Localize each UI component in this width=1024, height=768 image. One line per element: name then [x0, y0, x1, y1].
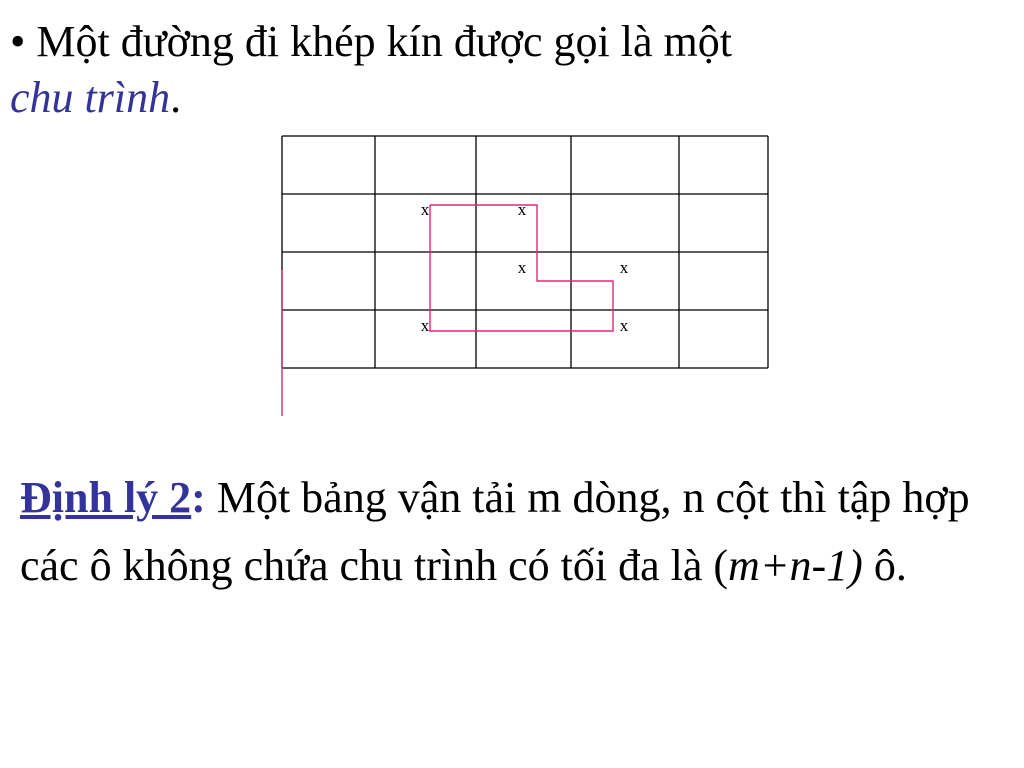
bullet-period: .	[170, 73, 182, 122]
theorem-colon: :	[191, 473, 206, 522]
cell-mark-x: x	[517, 200, 527, 219]
bullet-symbol: •	[10, 17, 26, 66]
table-grid-lines	[282, 136, 768, 368]
bullet-paragraph	[10, 14, 1000, 126]
theorem-paragraph	[20, 464, 1010, 600]
cell-mark-x: x	[420, 200, 430, 219]
theorem-text-1: Một bảng vận tải m dòng, n cột thì tập hợp các ô không chứa chu trình có tối đa là (	[20, 473, 970, 590]
bullet-text: Một đường đi khép kín được gọi là một	[36, 17, 732, 66]
theorem-formula: m+n-1)	[728, 541, 863, 590]
cycle-path-group	[282, 205, 613, 416]
cell-mark-x: x	[517, 258, 527, 277]
theorem-text-2: ô.	[862, 541, 907, 590]
cycle-line	[430, 205, 613, 331]
cycle-term: chu trình	[10, 73, 171, 122]
cell-mark-x: x	[420, 316, 430, 335]
theorem-title: Định lý 2	[20, 473, 192, 522]
cell-marks	[421, 200, 629, 335]
cell-mark-x: x	[619, 258, 629, 277]
cell-mark-x: x	[619, 316, 629, 335]
